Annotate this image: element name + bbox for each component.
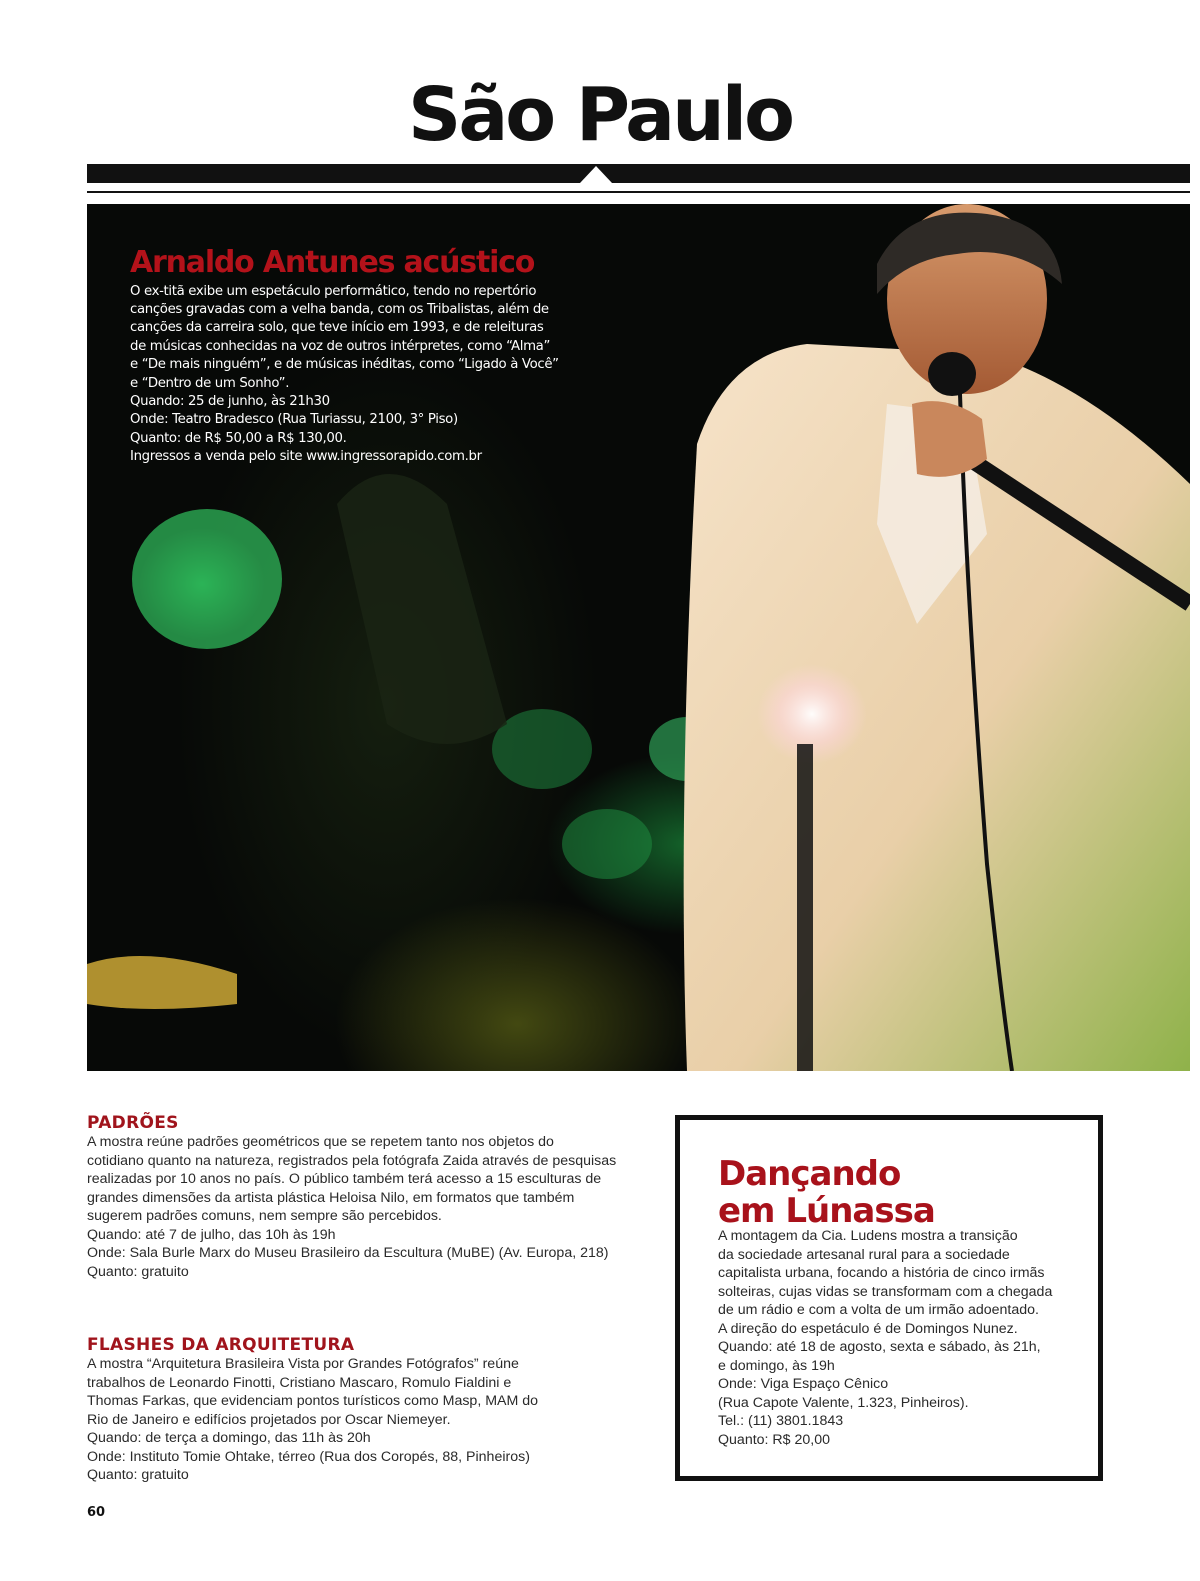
feature-line: de músicas conhecidas na voz de outros intérpretes, como “Alma”: [130, 338, 551, 354]
flashes-when: Quando: de terça a domingo, das 11h às 20h: [87, 1430, 371, 1446]
green-light-bokeh: [492, 709, 592, 789]
padroes-line: A mostra reúne padrões geométricos que se repetem tanto nos objetos do: [87, 1134, 554, 1150]
background-musician: [337, 474, 507, 744]
feature-line: canções gravadas com a velha banda, com os Tribalistas, além de: [130, 301, 549, 317]
feature-article: [130, 246, 590, 467]
foreground-stand: [797, 744, 813, 1071]
padroes-title: PADRÕES: [87, 1113, 179, 1133]
flashes-price: Quanto: gratuito: [87, 1467, 189, 1483]
flashes-section: [87, 1335, 647, 1485]
padroes-section: [87, 1113, 647, 1281]
dancando-where: (Rua Capote Valente, 1.323, Pinheiros).: [718, 1394, 969, 1411]
feature-line: e “De mais ninguém”, e de músicas inéditas, como “Ligado à Você”: [130, 357, 559, 373]
feature-line: e “Dentro de um Sonho”.: [130, 375, 290, 391]
header-rule-notch: [580, 166, 612, 183]
flashes-body: [87, 1355, 647, 1485]
dancando-line: da sociedade artesanal rural para a sociedade: [718, 1246, 1010, 1263]
microphone: [928, 352, 976, 396]
dancando-title: [718, 1156, 935, 1230]
padroes-when: Quando: até 7 de julho, das 10h às 19h: [87, 1226, 336, 1243]
flashes-where: Onde: Instituto Tomie Ohtake, térreo (Rua dos Coropés, 88, Pinheiros): [87, 1448, 530, 1465]
dancando-line: de um rádio e com a volta de um irmão adoentado.: [718, 1302, 1039, 1318]
padroes-line: cotidiano quanto na natureza, registrados pela fotógrafa Zaida através de pesquisas: [87, 1152, 617, 1169]
feature-when: Quando: 25 de junho, às 21h30: [130, 393, 330, 409]
padroes-where: Onde: Sala Burle Marx do Museu Brasileiro da Escultura (MuBE) (Av. Europa, 218): [87, 1245, 609, 1261]
feature-price: Quanto: de R$ 50,00 a R$ 130,00.: [130, 430, 347, 446]
green-light-bokeh: [132, 509, 282, 649]
flashes-line: Thomas Farkas, que evidenciam pontos turísticos como Masp, MAM do: [87, 1393, 539, 1409]
flashes-title: FLASHES DA ARQUITETURA: [87, 1335, 355, 1355]
feature-tickets: Ingressos a venda pelo site www.ingressorapido.com.br: [130, 449, 482, 465]
dancando-line: capitalista urbana, focando a história de cinco irmãs: [718, 1265, 1045, 1281]
padroes-body: [87, 1133, 647, 1281]
feature-body: [130, 283, 590, 467]
feature-where: Onde: Teatro Bradesco (Rua Turiassu, 2100, 3° Piso): [130, 412, 458, 428]
dancando-line: A direção do espetáculo é de Domingos Nunez.: [718, 1320, 1018, 1337]
padroes-line: realizadas por 10 anos no país. O público também terá acesso a 15 esculturas de: [87, 1171, 602, 1187]
dancando-title-line: em Lúnassa: [718, 1191, 935, 1231]
flashes-line: Rio de Janeiro e edifícios projetados por Oscar Niemeyer.: [87, 1411, 451, 1428]
dancando-box: [675, 1115, 1103, 1481]
flashes-line: trabalhos de Leonardo Finotti, Cristiano Mascaro, Romulo Fialdini e: [87, 1374, 512, 1391]
feature-title: Arnaldo Antunes acústico: [130, 245, 535, 280]
dancando-when: Quando: até 18 de agosto, sexta e sábado, às 21h,: [718, 1339, 1041, 1355]
header-rule-thick: [87, 164, 1190, 183]
dancando-where: Onde: Viga Espaço Cênico: [718, 1376, 889, 1392]
page-number: 60: [87, 1505, 106, 1520]
stage-lamp: [87, 956, 237, 1009]
dancando-when: e domingo, às 19h: [718, 1357, 835, 1374]
dancando-title-line: Dançando: [718, 1154, 901, 1194]
dancando-line: A montagem da Cia. Ludens mostra a transição: [718, 1228, 1018, 1244]
padroes-line: sugerem padrões comuns, nem sempre são percebidos.: [87, 1208, 442, 1224]
padroes-price: Quanto: gratuito: [87, 1263, 189, 1280]
feature-line: canções da carreira solo, que teve início em 1993, e de releituras: [130, 320, 544, 336]
dancando-phone: Tel.: (11) 3801.1843: [718, 1413, 844, 1429]
page-title: São Paulo: [408, 72, 792, 158]
green-light-bokeh: [562, 809, 652, 879]
dancando-line: solteiras, cujas vidas se transformam com a chegada: [718, 1283, 1053, 1300]
feature-line: O ex-titã exibe um espetáculo performático, tendo no repertório: [130, 283, 537, 299]
padroes-line: grandes dimensões da artista plástica Heloisa Nilo, em formatos que também: [87, 1189, 575, 1206]
dancando-price: Quanto: R$ 20,00: [718, 1431, 831, 1448]
dancando-body: [718, 1227, 1098, 1449]
header-rule-thin: [87, 191, 1190, 193]
flashes-line: A mostra “Arquitetura Brasileira Vista por Grandes Fotógrafos” reúne: [87, 1356, 519, 1372]
